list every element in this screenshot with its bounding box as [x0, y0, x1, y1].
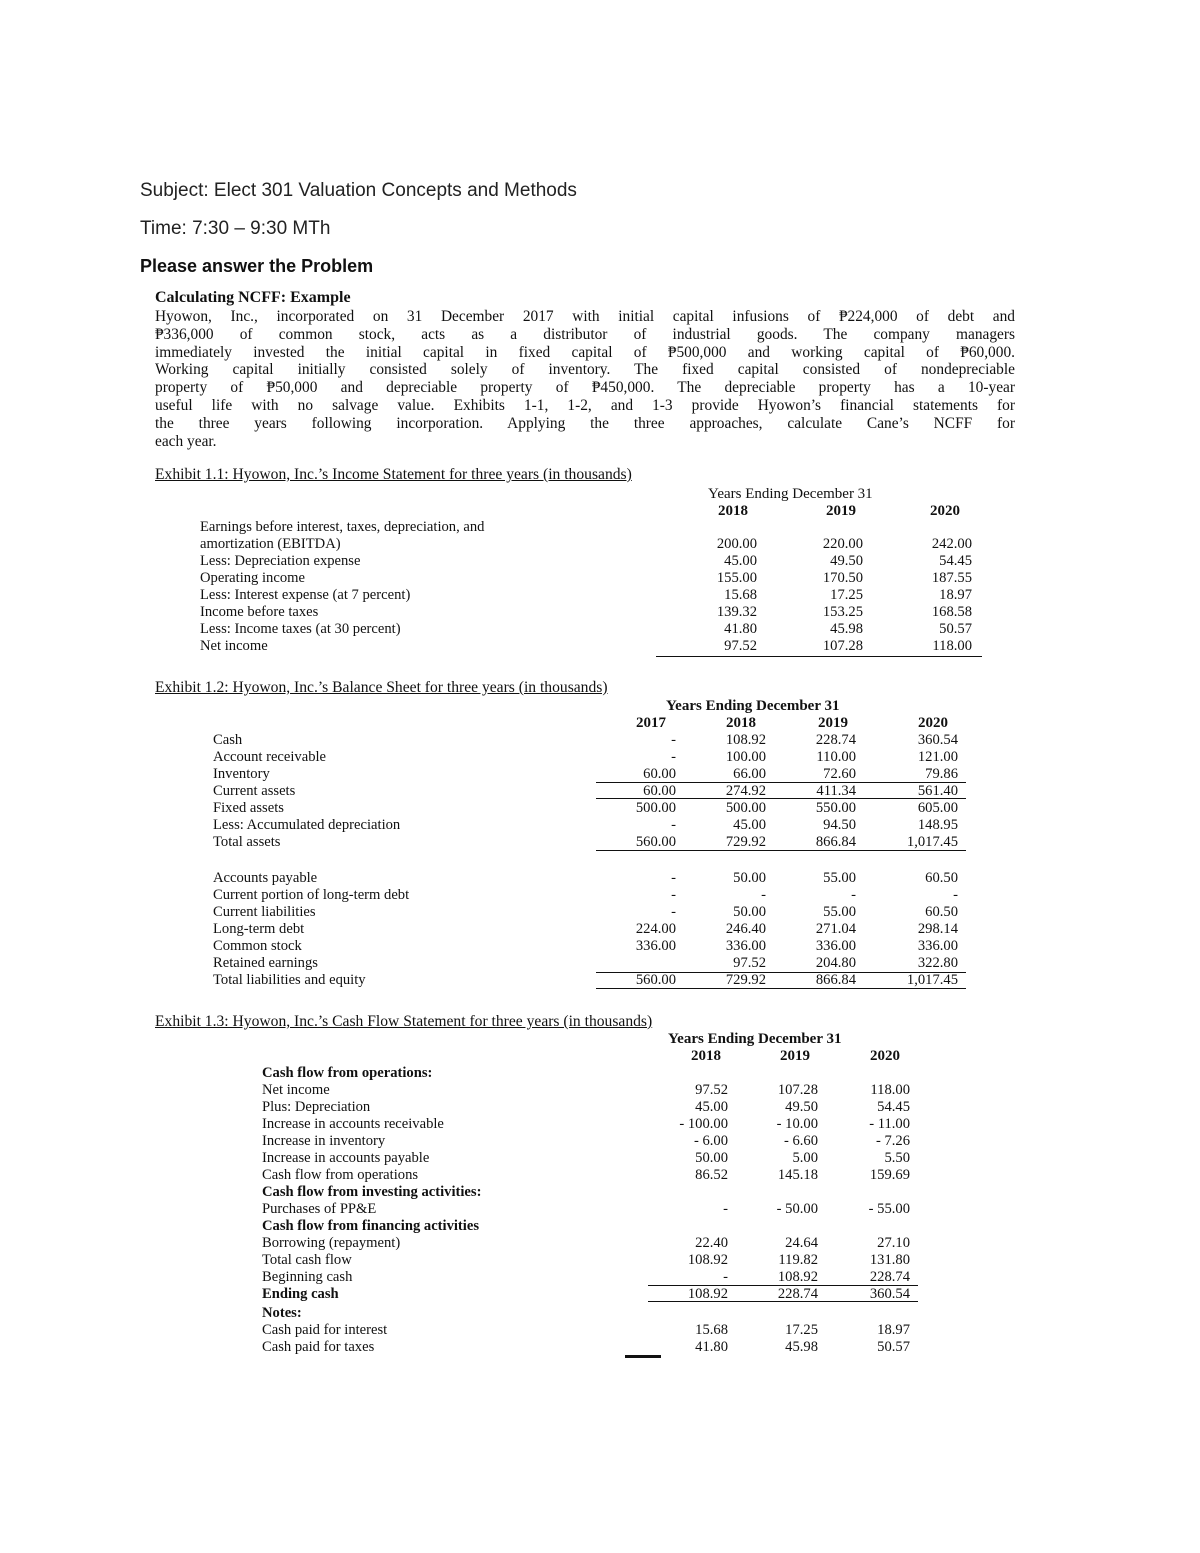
- row-value: 605.00: [917, 800, 958, 816]
- balance-rule: [596, 850, 966, 851]
- paragraph-line: property of ₱50,000 and depreciable property of ₱450,000. The depreciable property has a 10-year: [155, 379, 1015, 397]
- table-row: [0, 1099, 1200, 1116]
- cash-flow-year-2019: 2019: [780, 1048, 810, 1064]
- row-value: 108.92: [725, 732, 766, 748]
- row-value: -: [671, 904, 676, 920]
- table-row: [0, 1218, 1200, 1235]
- table-row: [0, 972, 1200, 989]
- row-value: 66.00: [733, 766, 766, 782]
- row-label: Purchases of PP&E: [262, 1201, 377, 1217]
- income-year-2018: 2018: [718, 503, 748, 519]
- income-caption: Years Ending December 31: [708, 486, 873, 502]
- row-label: Cash: [213, 732, 243, 748]
- row-value: 45.98: [785, 1339, 818, 1355]
- row-value: 360.54: [869, 1286, 910, 1302]
- row-label: Cash flow from operations: [262, 1167, 419, 1183]
- row-value: 118.00: [870, 1082, 910, 1098]
- table-row: [0, 1065, 1200, 1082]
- row-value: 22.40: [695, 1235, 728, 1251]
- row-value: 298.14: [917, 921, 958, 937]
- row-value: 86.52: [695, 1167, 728, 1183]
- row-value: 107.28: [822, 638, 863, 654]
- row-value: 139.32: [716, 604, 757, 620]
- row-value: 411.34: [816, 783, 856, 799]
- row-label: Current assets: [213, 783, 296, 799]
- row-value: 729.92: [725, 834, 766, 850]
- table-row: [0, 766, 1200, 783]
- row-label: Current liabilities: [213, 904, 316, 920]
- row-value: 15.68: [695, 1322, 728, 1338]
- row-value: 560.00: [635, 834, 676, 850]
- row-value: 500.00: [635, 800, 676, 816]
- row-label: Notes:: [262, 1305, 302, 1321]
- row-value: 79.86: [925, 766, 958, 782]
- row-value: 187.55: [931, 570, 972, 586]
- table-row: [0, 587, 1200, 604]
- row-label: Common stock: [213, 938, 302, 954]
- income-year-2020: 2020: [930, 503, 960, 519]
- row-value: 17.25: [830, 587, 863, 603]
- cash-flow-rule: [648, 1301, 918, 1302]
- table-row: [0, 817, 1200, 834]
- row-label: Ending cash: [262, 1286, 339, 1302]
- row-value: 60.00: [643, 783, 676, 799]
- row-value: 41.80: [695, 1339, 728, 1355]
- table-row: [0, 921, 1200, 938]
- row-value: 97.52: [733, 955, 766, 971]
- table-row: [0, 732, 1200, 749]
- row-label: Account receivable: [213, 749, 327, 765]
- row-value: -: [851, 887, 856, 903]
- row-value: 60.00: [643, 766, 676, 782]
- row-value: - 55.00: [868, 1201, 910, 1217]
- table-row: [0, 621, 1200, 638]
- paragraph-line: useful life with no salvage value. Exhibits 1-1, 1-2, and 1-3 provide Hyowon’s financial statements for: [155, 396, 1015, 414]
- time-line: Time: 7:30 – 9:30 MTh: [140, 218, 331, 239]
- paragraph-line: the three years following incorporation. Applying the three approaches, calculate Cane’s NCFF for: [155, 414, 1015, 432]
- row-label: Income before taxes: [200, 604, 319, 620]
- row-label: Total cash flow: [262, 1252, 352, 1268]
- table-row: [0, 904, 1200, 921]
- row-value: -: [723, 1269, 728, 1285]
- row-value: 97.52: [724, 638, 757, 654]
- row-value: 17.25: [785, 1322, 818, 1338]
- row-value: 204.80: [815, 955, 856, 971]
- row-value: - 11.00: [869, 1116, 910, 1132]
- table-row: [0, 1116, 1200, 1133]
- row-label: Cash flow from investing activities:: [262, 1184, 482, 1200]
- row-value: 110.00: [816, 749, 856, 765]
- row-value: 170.50: [822, 570, 863, 586]
- cash-flow-caption: Years Ending December 31: [668, 1031, 842, 1047]
- row-label: Total assets: [213, 834, 281, 850]
- row-label: Total liabilities and equity: [213, 972, 366, 988]
- income-total-rule: [656, 656, 982, 657]
- table-row: [0, 887, 1200, 904]
- row-value: - 7.26: [875, 1133, 910, 1149]
- income-year-2019: 2019: [826, 503, 856, 519]
- paragraph-line: ₱336,000 of common stock, acts as a distributor of industrial goods. The company managers: [155, 325, 1015, 343]
- table-row: [0, 570, 1200, 587]
- row-value: 500.00: [725, 800, 766, 816]
- row-value: 1,017.45: [906, 972, 958, 988]
- row-value: -: [671, 887, 676, 903]
- row-value: -: [761, 887, 766, 903]
- paragraph-line: immediately invested the initial capital in fixed capital of ₱500,000 and working capital of ₱60,000.: [155, 343, 1015, 361]
- row-value: 1,017.45: [906, 834, 958, 850]
- table-row: [0, 1184, 1200, 1201]
- table-row: [0, 1322, 1200, 1339]
- row-value: 18.97: [939, 587, 972, 603]
- row-value: 228.74: [815, 732, 856, 748]
- row-value: 108.92: [687, 1286, 728, 1302]
- row-label: Less: Income taxes (at 30 percent): [200, 621, 401, 637]
- row-value: - 10.00: [776, 1116, 818, 1132]
- row-label: Earnings before interest, taxes, depreciation, and: [200, 519, 485, 535]
- table-row: [0, 1339, 1200, 1356]
- row-value: -: [671, 749, 676, 765]
- row-label: Increase in accounts payable: [262, 1150, 430, 1166]
- row-label: Inventory: [213, 766, 270, 782]
- row-value: 54.45: [877, 1099, 910, 1115]
- row-value: 50.00: [695, 1150, 728, 1166]
- row-label: Less: Accumulated depreciation: [213, 817, 401, 833]
- row-value: 560.00: [635, 972, 676, 988]
- row-value: 24.64: [785, 1235, 818, 1251]
- paragraph-line: each year.: [155, 432, 217, 450]
- row-value: - 6.60: [783, 1133, 818, 1149]
- row-label: amortization (EBITDA): [200, 536, 341, 552]
- row-value: 45.00: [733, 817, 766, 833]
- balance-year-2017: 2017: [636, 715, 666, 731]
- income-statement-title: Exhibit 1.1: Hyowon, Inc.’s Income Statement for three years (in thousands): [155, 466, 632, 483]
- balance-rule: [596, 972, 966, 973]
- row-value: 155.00: [716, 570, 757, 586]
- row-value: 153.25: [822, 604, 863, 620]
- row-value: 336.00: [635, 938, 676, 954]
- table-row: [0, 1305, 1200, 1322]
- row-value: 274.92: [725, 783, 766, 799]
- table-row: [0, 536, 1200, 553]
- row-value: 108.92: [777, 1269, 818, 1285]
- row-value: 118.00: [932, 638, 972, 654]
- row-value: - 100.00: [679, 1116, 728, 1132]
- row-value: 55.00: [823, 904, 856, 920]
- row-value: 55.00: [823, 870, 856, 886]
- row-label: Net income: [262, 1082, 330, 1098]
- row-value: 200.00: [716, 536, 757, 552]
- row-value: 224.00: [635, 921, 676, 937]
- row-value: 50.00: [733, 904, 766, 920]
- balance-year-2018: 2018: [726, 715, 756, 731]
- cash-flow-title: Exhibit 1.3: Hyowon, Inc.’s Cash Flow Statement for three years (in thousands): [155, 1013, 653, 1030]
- table-row: [0, 1252, 1200, 1269]
- row-value: 5.00: [792, 1150, 818, 1166]
- row-value: 45.00: [695, 1099, 728, 1115]
- balance-rule: [596, 988, 966, 989]
- row-value: -: [671, 870, 676, 886]
- row-value: 220.00: [822, 536, 863, 552]
- table-row: [0, 749, 1200, 766]
- row-label: Fixed assets: [213, 800, 284, 816]
- row-value: 322.80: [917, 955, 958, 971]
- row-label: Cash paid for taxes: [262, 1339, 375, 1355]
- problem-title: Calculating NCFF: Example: [155, 289, 351, 306]
- row-value: 228.74: [777, 1286, 818, 1302]
- cash-flow-year-2018: 2018: [691, 1048, 721, 1064]
- row-value: -: [723, 1201, 728, 1217]
- balance-caption: Years Ending December 31: [666, 698, 840, 714]
- balance-year-2019: 2019: [818, 715, 848, 731]
- row-value: 336.00: [725, 938, 766, 954]
- row-value: -: [953, 887, 958, 903]
- row-label: Operating income: [200, 570, 305, 586]
- row-label: Less: Interest expense (at 7 percent): [200, 587, 411, 603]
- table-row: [0, 519, 1200, 536]
- table-row: [0, 1150, 1200, 1167]
- table-row: [0, 1082, 1200, 1099]
- table-row: [0, 1286, 1200, 1303]
- problem-paragraph: [155, 308, 1015, 450]
- table-row: [0, 1269, 1200, 1286]
- row-value: 94.50: [823, 817, 856, 833]
- row-label: Cash flow from financing activities: [262, 1218, 480, 1234]
- row-value: 242.00: [931, 536, 972, 552]
- table-row: [0, 938, 1200, 955]
- table-row: [0, 1235, 1200, 1252]
- row-value: 72.60: [823, 766, 856, 782]
- cash-flow-rule: [648, 1285, 918, 1286]
- row-value: 49.50: [785, 1099, 818, 1115]
- row-value: 246.40: [725, 921, 766, 937]
- row-value: 60.50: [925, 904, 958, 920]
- row-value: 121.00: [917, 749, 958, 765]
- row-label: Increase in accounts receivable: [262, 1116, 444, 1132]
- row-value: 41.80: [724, 621, 757, 637]
- balance-rule: [596, 782, 966, 783]
- row-value: 271.04: [815, 921, 856, 937]
- row-value: 729.92: [725, 972, 766, 988]
- row-value: 336.00: [917, 938, 958, 954]
- row-value: 108.92: [687, 1252, 728, 1268]
- row-value: - 6.00: [693, 1133, 728, 1149]
- row-value: 5.50: [884, 1150, 910, 1166]
- row-value: 336.00: [815, 938, 856, 954]
- row-label: Net income: [200, 638, 268, 654]
- cash-flow-rule: [625, 1355, 661, 1358]
- balance-rule: [596, 798, 966, 799]
- table-row: [0, 870, 1200, 887]
- table-row: [0, 638, 1200, 655]
- row-value: 54.45: [939, 553, 972, 569]
- row-value: 866.84: [815, 834, 856, 850]
- row-label: Cash paid for interest: [262, 1322, 388, 1338]
- row-value: 60.50: [925, 870, 958, 886]
- row-value: -: [671, 732, 676, 748]
- row-value: 866.84: [815, 972, 856, 988]
- row-label: Beginning cash: [262, 1269, 353, 1285]
- row-value: 49.50: [830, 553, 863, 569]
- row-label: Current portion of long-term debt: [213, 887, 410, 903]
- row-value: 148.95: [917, 817, 958, 833]
- row-value: -: [671, 817, 676, 833]
- table-row: [0, 1167, 1200, 1184]
- row-value: 550.00: [815, 800, 856, 816]
- row-value: 97.52: [695, 1082, 728, 1098]
- table-row: [0, 955, 1200, 972]
- row-value: 45.98: [830, 621, 863, 637]
- row-value: 168.58: [931, 604, 972, 620]
- table-row: [0, 1201, 1200, 1218]
- cash-flow-year-2020: 2020: [870, 1048, 900, 1064]
- row-value: 561.40: [917, 783, 958, 799]
- row-label: Borrowing (repayment): [262, 1235, 401, 1251]
- row-value: 18.97: [877, 1322, 910, 1338]
- row-value: 100.00: [725, 749, 766, 765]
- row-label: Cash flow from operations:: [262, 1065, 433, 1081]
- row-value: 119.82: [778, 1252, 818, 1268]
- row-value: 15.68: [724, 587, 757, 603]
- row-label: Retained earnings: [213, 955, 318, 971]
- row-label: Plus: Depreciation: [262, 1099, 371, 1115]
- row-value: 50.00: [733, 870, 766, 886]
- row-value: 50.57: [877, 1339, 910, 1355]
- row-label: Less: Depreciation expense: [200, 553, 361, 569]
- row-value: 50.57: [939, 621, 972, 637]
- row-value: 159.69: [869, 1167, 910, 1183]
- row-value: 27.10: [877, 1235, 910, 1251]
- row-value: 131.80: [869, 1252, 910, 1268]
- row-value: 145.18: [777, 1167, 818, 1183]
- table-row: [0, 834, 1200, 851]
- paragraph-line: Working capital initially consisted solely of inventory. The fixed capital consisted of nondepreciable: [155, 361, 1015, 379]
- row-value: - 50.00: [776, 1201, 818, 1217]
- row-label: Long-term debt: [213, 921, 305, 937]
- balance-sheet-title: Exhibit 1.2: Hyowon, Inc.’s Balance Sheet for three years (in thousands): [155, 679, 608, 696]
- table-row: [0, 1133, 1200, 1150]
- row-value: 360.54: [917, 732, 958, 748]
- paragraph-line: Hyowon, Inc., incorporated on 31 December 2017 with initial capital infusions of ₱224,000 of debt and: [155, 308, 1015, 325]
- row-label: Increase in inventory: [262, 1133, 386, 1149]
- subject-line: Subject: Elect 301 Valuation Concepts and Methods: [140, 180, 577, 201]
- table-row: [0, 604, 1200, 621]
- row-value: 107.28: [777, 1082, 818, 1098]
- row-label: Accounts payable: [213, 870, 318, 886]
- instruction-heading: Please answer the Problem: [140, 256, 374, 276]
- balance-year-2020: 2020: [918, 715, 948, 731]
- table-row: [0, 800, 1200, 817]
- row-value: 228.74: [869, 1269, 910, 1285]
- table-row: [0, 553, 1200, 570]
- row-value: 45.00: [724, 553, 757, 569]
